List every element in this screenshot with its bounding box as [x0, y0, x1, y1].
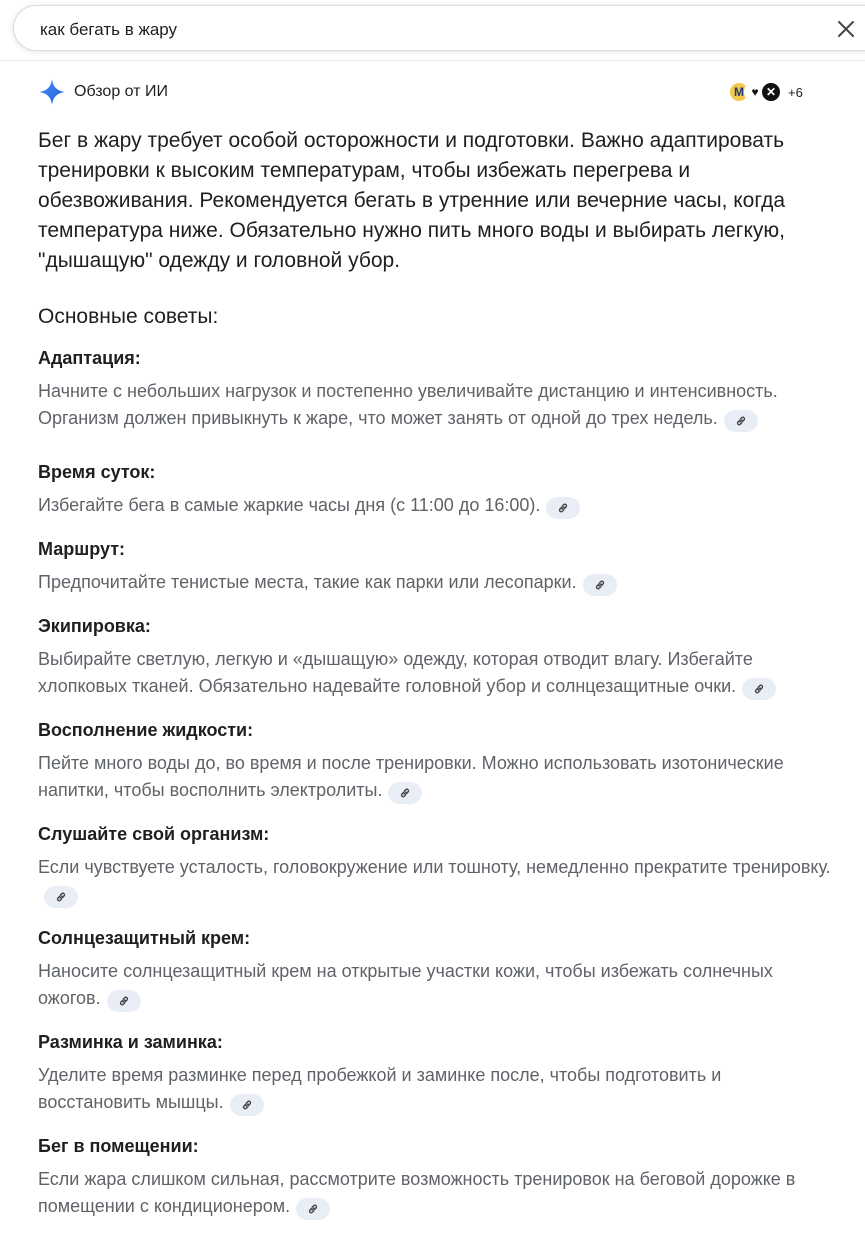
source-link-button[interactable]: [742, 678, 776, 700]
tip-text-content: Наносите солнцезащитный крем на открытые участки кожи, чтобы избежать солнечных ожогов.: [38, 961, 773, 1008]
tip-item: [38, 1028, 838, 1116]
tip-text-content: Предпочитайте тенистые места, такие как парки или лесопарки.: [38, 572, 577, 592]
tip-text: [38, 569, 838, 596]
tip-text-content: Пейте много воды до, во время и после тренировки. Можно использовать изотонические напитки, чтобы восполнить электролиты.: [38, 753, 784, 800]
tip-text: [38, 750, 838, 804]
close-icon: [837, 20, 855, 38]
source-link-button[interactable]: [724, 410, 758, 432]
tip-item: [38, 820, 838, 908]
tip-title: Маршрут:: [38, 539, 126, 559]
tip-item: [38, 716, 838, 804]
source-link-button[interactable]: [230, 1094, 264, 1116]
tip-item: [38, 344, 838, 432]
tip-title: Разминка и заминка:: [38, 1032, 223, 1052]
source-link-button[interactable]: [44, 886, 78, 908]
tip-text: [38, 492, 838, 519]
tips-list: [38, 344, 838, 1220]
tip-text: [38, 378, 838, 432]
tip-text-content: Начните с небольших нагрузок и постепенно увеличивайте дистанцию и интенсивность. Организм должен привыкнуть к жаре, что может занять от одной до трех недель.: [38, 381, 778, 428]
source-link-button[interactable]: [546, 497, 580, 519]
search-bar[interactable]: [13, 5, 865, 51]
tip-text: [38, 854, 838, 908]
tip-title: Экипировка:: [38, 616, 151, 636]
source-link-button[interactable]: [583, 574, 617, 596]
ai-overview-header: [38, 77, 168, 107]
ai-overview-title: Обзор от ИИ: [74, 83, 168, 100]
section-title: Основные советы:: [38, 305, 219, 328]
search-input[interactable]: [40, 20, 800, 40]
link-icon: [399, 787, 411, 799]
source-link-button[interactable]: [296, 1198, 330, 1220]
tip-text: [38, 1062, 838, 1116]
source-favicon: ✕: [760, 81, 782, 103]
tip-item: [38, 612, 838, 700]
tip-text-content: Уделите время разминке перед пробежкой и заминке после, чтобы подготовить и восстановить мышцы.: [38, 1065, 722, 1112]
tip-title: Адаптация:: [38, 348, 141, 368]
tip-text: [38, 646, 838, 700]
tip-text: [38, 1166, 838, 1220]
link-icon: [753, 683, 765, 695]
link-icon: [735, 415, 747, 427]
sources-count: +6: [788, 84, 803, 100]
tip-text-content: Избегайте бега в самые жаркие часы дня (с 11:00 до 16:00).: [38, 495, 541, 515]
clear-search-button[interactable]: [832, 15, 860, 43]
tip-title: Время суток:: [38, 462, 156, 482]
link-icon: [55, 891, 67, 903]
source-favicon: ♥: [744, 81, 766, 103]
ai-summary: Бег в жару требует особой осторожности и подготовки. Важно адаптировать тренировки к высоким температурам, чтобы избежать перегрева и обезвоживания. Рекомендуется бегать в утренние или вечерние часы, когда температура ниже. Обязательно нужно пить много воды и выбирать легкую, "дышащую" одежду и головной убор.: [38, 129, 786, 272]
tip-title: Бег в помещении:: [38, 1136, 199, 1156]
tip-text-content: Если чувствуете усталость, головокружение или тошноту, немедленно прекратите тренировку.: [38, 857, 831, 877]
tip-item: [38, 458, 838, 519]
tip-title: Слушайте свой организм:: [38, 824, 270, 844]
sparkle-icon: [38, 78, 66, 106]
tip-item: [38, 924, 838, 1012]
source-link-button[interactable]: [107, 990, 141, 1012]
tip-text: [38, 958, 838, 1012]
tip-title: Солнцезащитный крем:: [38, 928, 251, 948]
tip-text-content: Если жара слишком сильная, рассмотрите возможность тренировок на беговой дорожке в помещении с кондиционером.: [38, 1169, 796, 1216]
source-link-button[interactable]: [388, 782, 422, 804]
link-icon: [307, 1203, 319, 1215]
tip-text-content: Выбирайте светлую, легкую и «дышащую» одежду, которая отводит влагу. Избегайте хлопковых тканей. Обязательно надевайте головной убор и солнцезащитные очки.: [38, 649, 753, 696]
source-favicon: M: [728, 81, 750, 103]
sources-button[interactable]: [728, 79, 803, 105]
tip-item: [38, 1132, 838, 1220]
header-divider: [0, 60, 865, 61]
tip-title: Восполнение жидкости:: [38, 720, 254, 740]
link-icon: [594, 579, 606, 591]
link-icon: [557, 502, 569, 514]
link-icon: [118, 995, 130, 1007]
tip-item: [38, 535, 838, 596]
link-icon: [241, 1099, 253, 1111]
